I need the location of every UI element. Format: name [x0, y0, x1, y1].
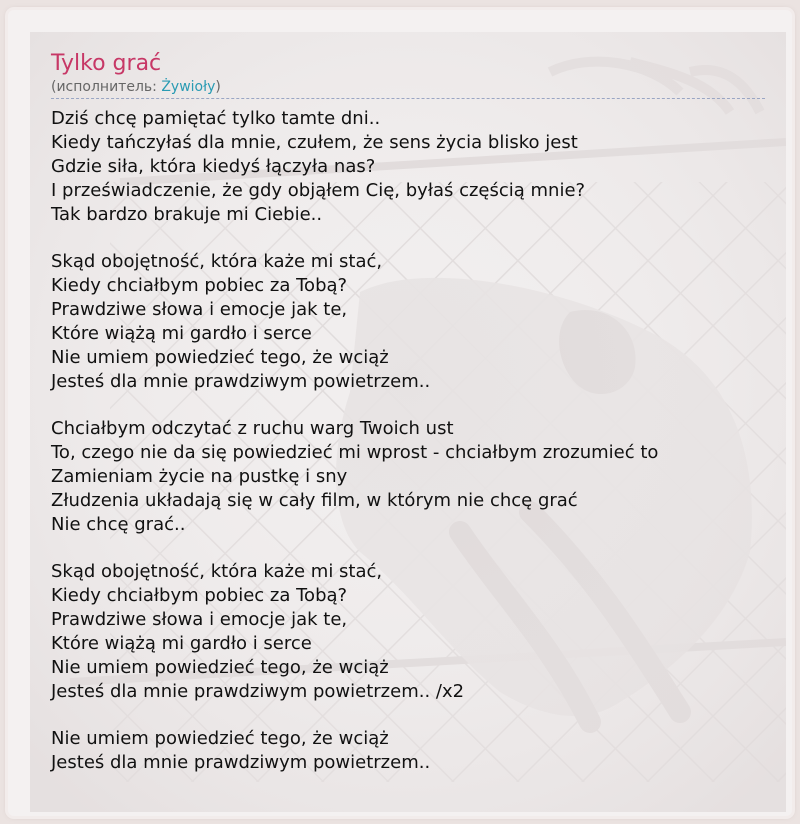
stanza [51, 417, 786, 537]
lyric-line: Kiedy chciałbym pobiec za Tobą? [51, 275, 348, 296]
page-frame [8, 10, 792, 816]
lyric-line: Skąd obojętność, która każe mi stać, [51, 561, 383, 582]
lyric-line: Nie umiem powiedzieć tego, że wciąż [51, 728, 389, 749]
byline-prefix: (исполнитель: [51, 79, 162, 95]
lyric-line: Kiedy chciałbym pobiec za Tobą? [51, 585, 348, 606]
song-title: Tylko grać [51, 51, 162, 76]
lyric-line: Złudzenia układają się w cały film, w którym nie chcę grać [51, 490, 578, 511]
lyric-line: Nie umiem powiedzieć tego, że wciąż [51, 657, 389, 678]
lyric-line: Tak bardzo brakuje mi Ciebie.. [51, 204, 323, 225]
lyric-line: Prawdziwe słowa i emocje jak te, [51, 299, 348, 320]
lyric-line: Skąd obojętność, która każe mi stać, [51, 251, 383, 272]
lyric-line: Nie umiem powiedzieć tego, że wciąż [51, 347, 389, 368]
lyric-line: Które wiążą mi gardło i serce [51, 633, 312, 654]
byline-suffix: ) [215, 79, 221, 95]
title-divider [51, 98, 765, 99]
lyric-line: Jesteś dla mnie prawdziwym powietrzem.. [51, 371, 431, 392]
stanza [51, 107, 786, 227]
stanza [51, 727, 786, 775]
lyric-line: Jesteś dla mnie prawdziwym powietrzem.. [51, 752, 431, 773]
lyric-line: To, czego nie da się powiedzieć mi wprost - chciałbym zrozumieć to [51, 442, 659, 463]
lyric-line: Prawdziwe słowa i emocje jak te, [51, 609, 348, 630]
lyrics-body [51, 107, 786, 775]
lyric-line: Dziś chcę pamiętać tylko tamte dni.. [51, 108, 381, 129]
lyric-line: Chciałbym odczytać z ruchu warg Twoich ust [51, 418, 454, 439]
lyric-line: Gdzie siła, która kiedyś łączyła nas? [51, 156, 376, 177]
lyric-line: Które wiążą mi gardło i serce [51, 323, 312, 344]
artist-link[interactable]: Żywioły [161, 79, 216, 95]
lyric-line: Jesteś dla mnie prawdziwym powietrzem.. /x2 [51, 681, 465, 702]
stanza [51, 560, 786, 704]
lyrics-card [30, 32, 786, 812]
artist-byline [51, 79, 786, 96]
lyric-line: I przeświadczenie, że gdy objąłem Cię, byłaś częścią mnie? [51, 180, 586, 201]
lyric-line: Kiedy tańczyłaś dla mnie, czułem, że sens życia blisko jest [51, 132, 578, 153]
song-content [30, 32, 786, 775]
lyric-line: Zamieniam życie na pustkę i sny [51, 466, 348, 487]
lyric-line: Nie chcę grać.. [51, 514, 186, 535]
stanza [51, 250, 786, 394]
